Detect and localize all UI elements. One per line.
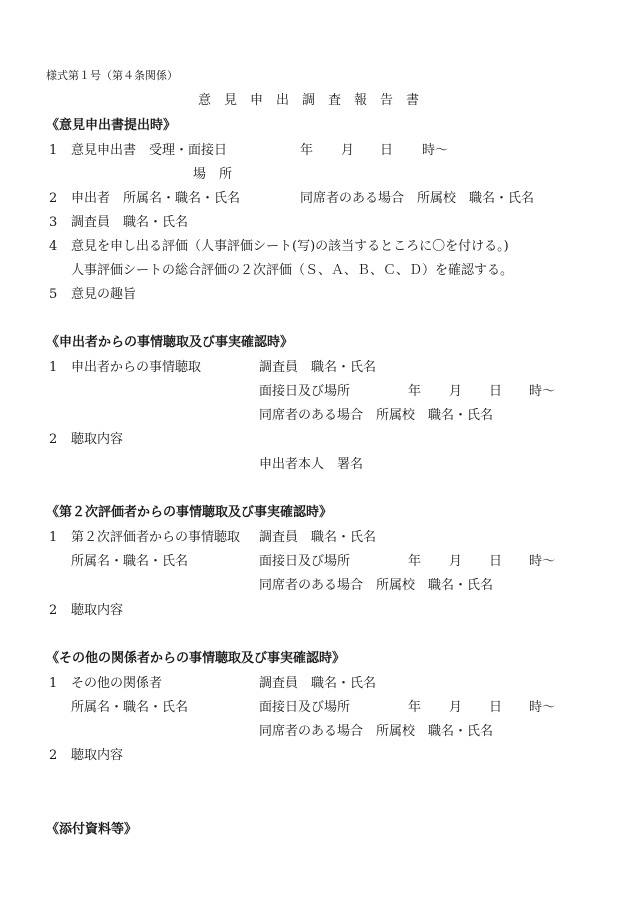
item-number: 1 bbox=[49, 530, 58, 545]
interview-date-place-label: 面接日及び場所 bbox=[259, 554, 351, 569]
purpose-label: 意見の趣旨 bbox=[71, 287, 137, 302]
section-heading-attachments: 《添付資料等》 bbox=[46, 822, 138, 837]
accompany-label: 同席者のある場合 所属校 職名・氏名 bbox=[259, 408, 494, 423]
item-number: 3 bbox=[49, 215, 58, 230]
item-number: 2 bbox=[49, 191, 58, 206]
day-label: 日 bbox=[489, 554, 503, 569]
item-number: 2 bbox=[49, 432, 58, 447]
year-label: 年 bbox=[408, 554, 422, 569]
other-parties-label: その他の関係者 bbox=[71, 676, 163, 691]
time-label: 時〜 bbox=[529, 554, 556, 569]
day-label: 日 bbox=[489, 384, 503, 399]
item-number: 1 bbox=[49, 676, 58, 691]
item-number: 5 bbox=[49, 287, 58, 302]
hearing-content-label: 聴取内容 bbox=[71, 432, 124, 447]
document-title: 意 見 申 出 調 査 報 告 書 bbox=[198, 93, 420, 108]
investigator-label: 調査員 職名・氏名 bbox=[71, 215, 189, 230]
time-label: 時〜 bbox=[529, 700, 556, 715]
section-heading-submission: 《意見申出書提出時》 bbox=[46, 118, 177, 133]
section-heading-other-parties: 《その他の関係者からの事情聴取及び事実確認時》 bbox=[46, 651, 346, 666]
year-label: 年 bbox=[300, 143, 314, 158]
item-number: 4 bbox=[49, 239, 58, 254]
year-label: 年 bbox=[408, 384, 422, 399]
month-label: 月 bbox=[449, 384, 463, 399]
item-number: 2 bbox=[49, 748, 58, 763]
place-label: 場 所 bbox=[193, 167, 233, 182]
applicant-hearing-label: 申出者からの事情聴取 bbox=[71, 360, 202, 375]
second-evaluator-label: 第２次評価者からの事情聴取 bbox=[71, 530, 241, 545]
item-number: 1 bbox=[49, 143, 58, 158]
item-number: 1 bbox=[49, 360, 58, 375]
item-number: 2 bbox=[49, 603, 58, 618]
accompany-label: 同席者のある場合 所属校 職名・氏名 bbox=[259, 578, 494, 593]
investigator-label: 調査員 職名・氏名 bbox=[259, 676, 377, 691]
form-number: 様式第１号（第４条関係） bbox=[46, 69, 178, 82]
investigator-label: 調査員 職名・氏名 bbox=[259, 360, 377, 375]
month-label: 月 bbox=[449, 700, 463, 715]
interview-date-place-label: 面接日及び場所 bbox=[259, 384, 351, 399]
interview-date-place-label: 面接日及び場所 bbox=[259, 700, 351, 715]
applicant-signature-label: 申出者本人 署名 bbox=[259, 457, 364, 472]
investigator-label: 調査員 職名・氏名 bbox=[259, 530, 377, 545]
section-heading-applicant-hearing: 《申出者からの事情聴取及び事実確認時》 bbox=[46, 335, 294, 350]
accompany-label: 同席者のある場合 所属校 職名・氏名 bbox=[300, 191, 535, 206]
section-heading-second-evaluator: 《第２次評価者からの事情聴取及び事実確認時》 bbox=[46, 505, 333, 520]
hearing-content-label: 聴取内容 bbox=[71, 603, 124, 618]
month-label: 月 bbox=[449, 554, 463, 569]
receipt-interview-label: 意見申出書 受理・面接日 bbox=[71, 143, 228, 158]
evaluation-note: 人事評価シートの総合評価の２次評価（Ｓ、Ａ、Ｂ、Ｃ、Ｄ）を確認する。 bbox=[71, 263, 514, 278]
applicant-label: 申出者 所属名・職名・氏名 bbox=[71, 191, 241, 206]
evaluation-label: 意見を申し出る評価（人事評価シート(写)の該当するところに〇を付ける。) bbox=[71, 239, 509, 254]
day-label: 日 bbox=[489, 700, 503, 715]
time-label: 時〜 bbox=[529, 384, 556, 399]
month-label: 月 bbox=[341, 143, 355, 158]
affiliation-label: 所属名・職名・氏名 bbox=[71, 554, 189, 569]
day-label: 日 bbox=[380, 143, 394, 158]
accompany-label: 同席者のある場合 所属校 職名・氏名 bbox=[259, 724, 494, 739]
time-label: 時〜 bbox=[422, 143, 449, 158]
affiliation-label: 所属名・職名・氏名 bbox=[71, 700, 189, 715]
hearing-content-label: 聴取内容 bbox=[71, 748, 124, 763]
year-label: 年 bbox=[408, 700, 422, 715]
